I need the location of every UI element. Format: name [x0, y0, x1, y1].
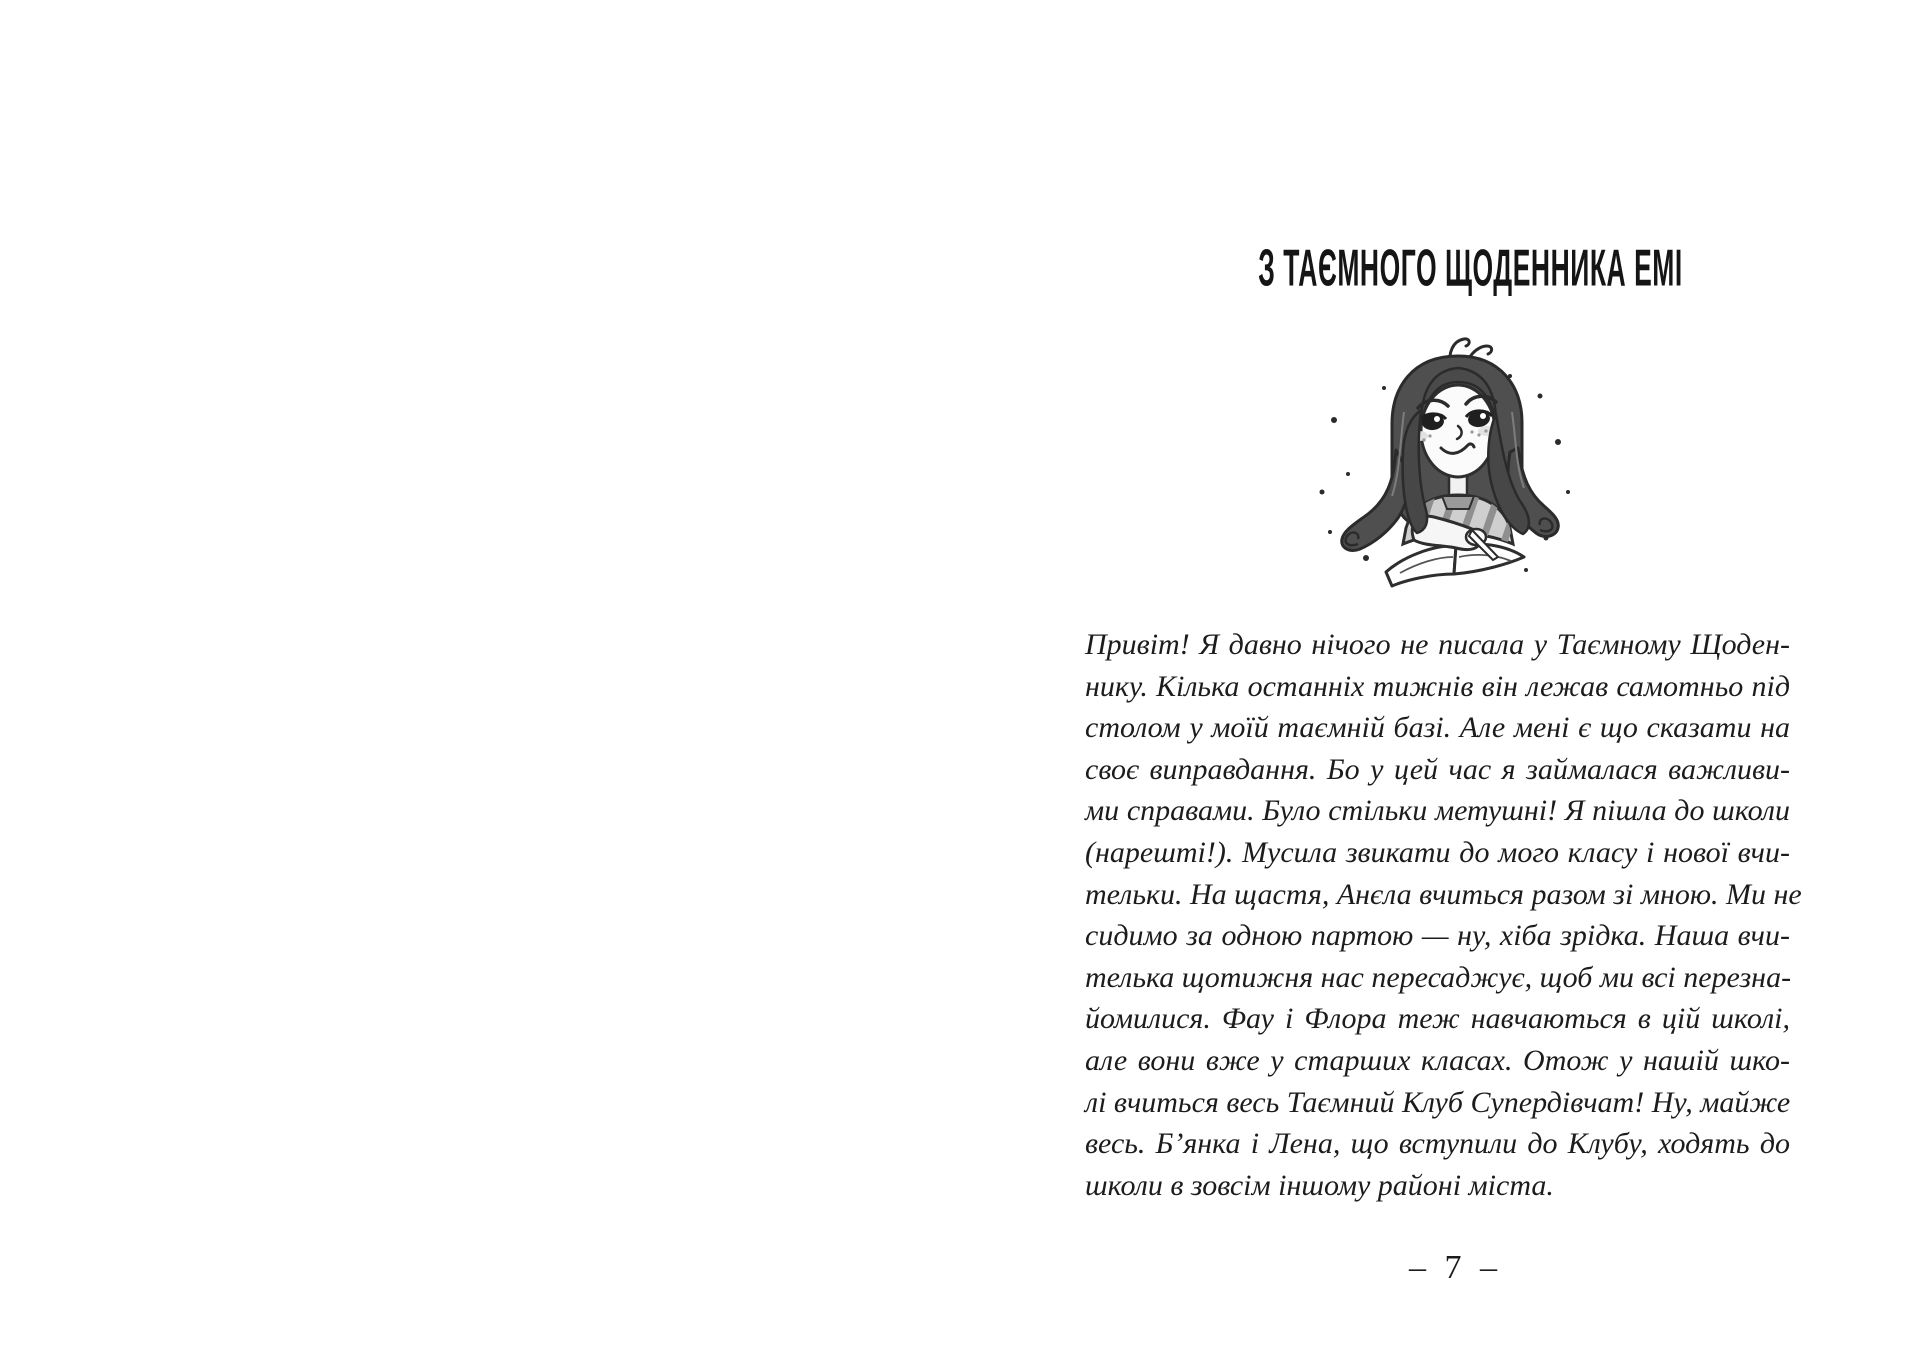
paragraph-line: телька щотижня нас пересаджує, щоб ми всі перезна-	[1085, 960, 1792, 994]
paragraph-line: нику. Кілька останніх тижнів він лежав самотньо під	[1085, 669, 1790, 703]
paragraph-line: тельки. На щастя, Анєла вчиться разом зі мною. Ми не	[1085, 877, 1802, 911]
page-number: – 7 –	[1409, 1249, 1497, 1286]
paragraph-line: своє виправдання. Бо у цей час я займалася важливи-	[1085, 752, 1790, 786]
open-book	[1386, 544, 1524, 586]
paragraph-line: школи в зовсім іншому районі міста.	[1085, 1168, 1554, 1202]
paragraph-line: лі вчиться весь Таємний Клуб Супердівчат! Ну, майже	[1085, 1085, 1791, 1119]
paragraph-line: столом у моїй таємній базі. Але мені є що сказати на	[1085, 711, 1790, 745]
paragraph-line: Привіт! Я давно нічого не писала у Таємному Щоден-	[1085, 628, 1790, 661]
girl-writing-svg	[1300, 332, 1600, 590]
paragraph-line: йомилися. Фау і Флора теж навчаються в цій школі,	[1085, 1002, 1790, 1036]
paragraph-line: ми справами. Було стільки метушні! Я пішла до школи	[1085, 794, 1790, 828]
diary-paragraph	[1085, 624, 1802, 1206]
paragraph-line: (нарешті!). Мусила звикати до мого класу і нової вчи-	[1085, 835, 1790, 869]
girl-writing-illustration	[1300, 332, 1600, 590]
paragraph-line: весь. Б’янка і Лена, що вступили до Клубу, ходять до	[1085, 1127, 1790, 1161]
chapter-title-text: З ТАЄМНОГО ЩОДЕННИКА ЕМІ	[1258, 238, 1683, 298]
shirt-collar	[1442, 496, 1474, 509]
paragraph-line: сидимо за одною партою — ну, хіба зрідка. Наша вчи-	[1085, 919, 1790, 953]
chapter-title	[1085, 238, 1790, 298]
paragraph-line: але вони вже у старших класах. Отож у нашій шко-	[1085, 1043, 1790, 1077]
